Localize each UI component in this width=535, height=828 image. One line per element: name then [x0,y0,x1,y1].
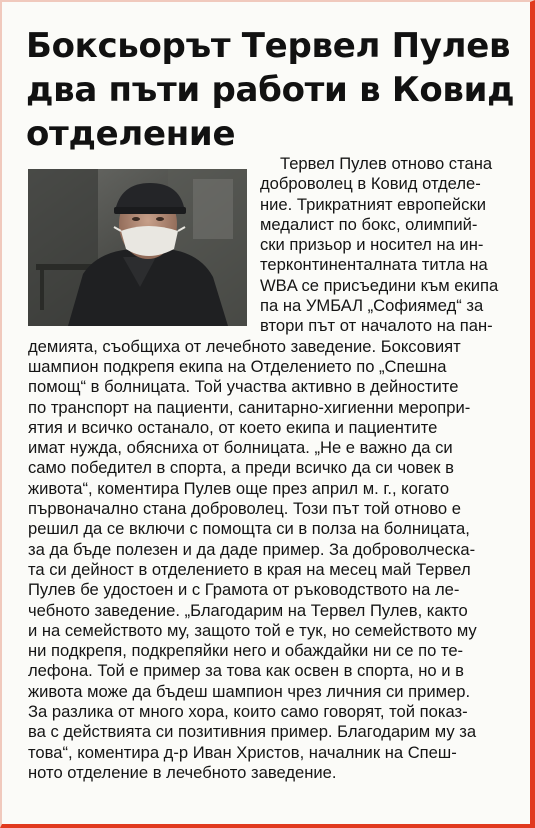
body-line: медалист по бокс, олимпий- [260,214,478,234]
headline-line-1: Боксьорът Тервел Пулев [26,26,511,66]
body-line: лефона. Той е пример за това как освен в спорта, но и в [28,661,464,681]
body-line: помощ“ в болницата. Той участва активно в дейностите [28,377,459,397]
headline-line-3: отделение [26,114,236,154]
body-line: по транспорт на пациенти, санитарно-хигиенни меропри- [28,397,471,417]
body-line: Тервел Пулев отново стана [280,154,493,173]
body-line: па на УМБАЛ „Софиямед“ за [260,296,484,316]
body-line: ски призьор и носител на ин- [260,235,484,255]
body-line: живота“, коментира Пулев още през април м. г., когато [28,478,450,498]
body-line: ние. Трикратният европейски [260,194,486,214]
body-line: само победител в спорта, а преди всичко да си човек в [28,458,454,478]
body-line: ното отделение в лечебното заведение. [28,762,337,782]
body-line: чебното заведение. „Благодарим на Тервел Пулев, както [28,600,468,620]
body-line: доброволец в Ковид отделе- [260,174,481,194]
boxer-with-mask-photo [28,169,247,326]
body-line: За разлика от много хора, които само говорят, той показ- [28,702,468,722]
body-line: ва с действията си позитивния пример. Благодарим му за [28,722,477,742]
body-line: втори път от началото на пан- [260,316,493,336]
body-line: WBA се присъедини към екипа [260,275,499,295]
headline-line-2: два пъти работи в Ковид [26,70,515,110]
article-headline [26,24,526,156]
article-body-wide [28,357,524,783]
article-photo [28,169,247,326]
body-line: имат нужда, обясниха от болницата. „Не е важно да си [28,438,453,458]
body-line: това“, коментира д-р Иван Христов, началник на Спеш- [28,742,457,762]
body-line: решил да се включи с помощта си в полза на болницата, [28,519,470,539]
body-line: Пулев бе удостоен и с Грамота от ръководството на ле- [28,580,460,600]
body-line: ятия и всичко останало, от което екипа и пациентите [28,417,438,437]
body-line: ни подкрепя, подкрепяйки него и обаждайки ни се по те- [28,641,464,661]
body-line: първоначално стана доброволец. Този път той отново е [28,499,461,519]
body-line: терконтиненталната титла на [260,255,488,275]
body-line: живота може да бъдеш шампион чрез личния си пример. [28,681,471,701]
article-body-narrow [28,154,522,357]
body-line: и на семейството му, защото той е тук, но семейството му [28,620,477,640]
body-line: за да бъде полезен и да даде пример. За доброволческа- [28,539,476,559]
body-line: шампион подкрепя екипа на Отделението по „Спешна [28,357,447,376]
body-line-full-width: демията, съобщиха от лечебното заведение. Боксовият [28,336,461,356]
body-line: та си дейност в отделението в края на месец май Тервел [28,559,471,579]
